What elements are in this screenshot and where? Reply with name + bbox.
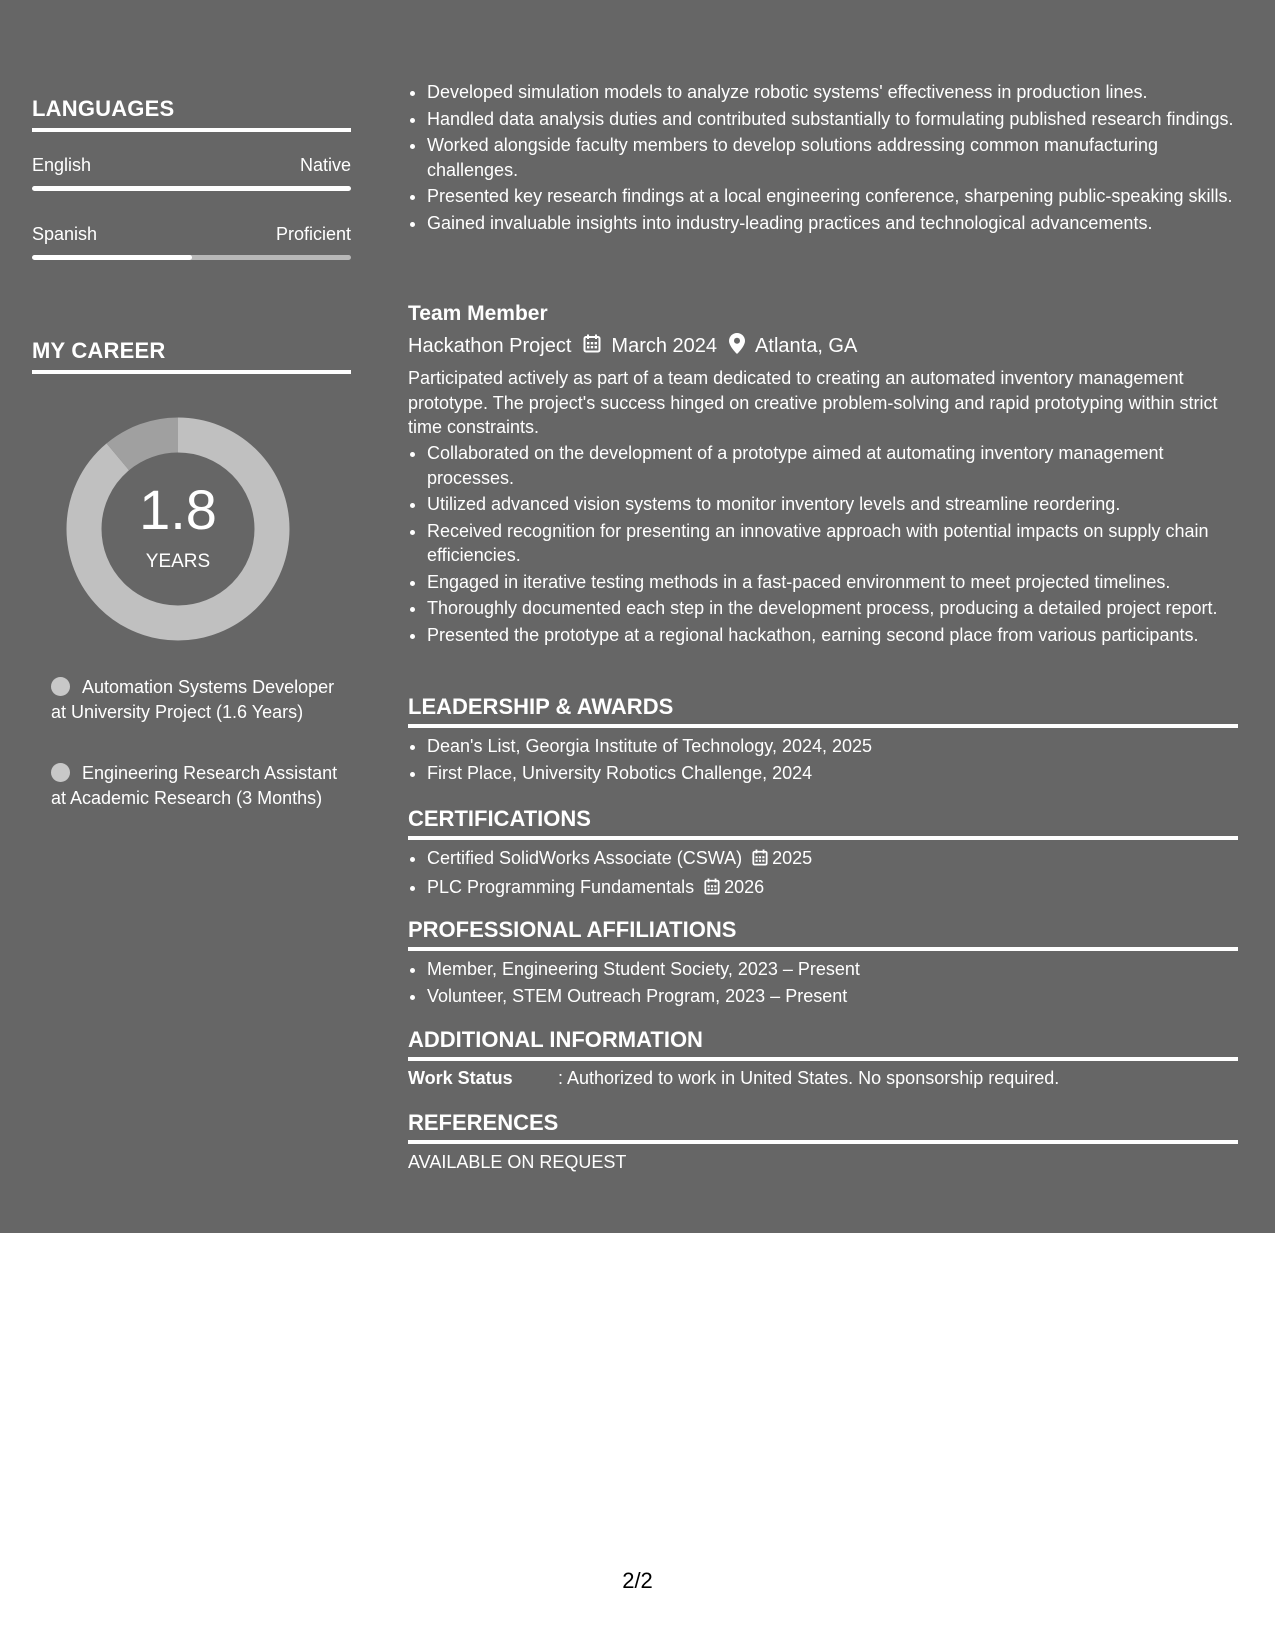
list-item: • Utilized advanced vision systems to monitor inventory levels and streamline reordering.	[427, 492, 1238, 517]
list-item: • First Place, University Robotics Challenge, 2024	[427, 761, 1238, 786]
references-heading: REFERENCES	[408, 1110, 1238, 1144]
language-level: Native	[299, 155, 351, 175]
certification-name: PLC Programming Fundamentals	[427, 876, 695, 897]
certifications-list	[408, 846, 1238, 901]
references-text: AVAILABLE ON REQUEST	[408, 1152, 627, 1172]
language-name: English	[32, 155, 92, 175]
leadership-list	[408, 734, 1238, 785]
work-status-label: Work Status	[408, 1068, 513, 1088]
language-level-bar	[32, 186, 351, 191]
job-meta	[408, 333, 857, 360]
calendar-icon	[583, 334, 601, 359]
list-item: • Volunteer, STEM Outreach Program, 2023 – Present	[427, 984, 1238, 1009]
additional-info-heading: ADDITIONAL INFORMATION	[408, 1027, 1238, 1061]
certifications-heading: CERTIFICATIONS	[408, 806, 1238, 840]
page-number: 2/2	[622, 1568, 653, 1593]
career-legend-item	[51, 761, 341, 811]
career-donut-chart	[66, 417, 290, 641]
career-heading: MY CAREER	[32, 338, 351, 374]
language-level-bar	[32, 255, 351, 260]
list-item: • Presented the prototype at a regional hackathon, earning second place from various participants.	[427, 623, 1238, 648]
list-item	[427, 875, 1238, 902]
job-bullets	[408, 441, 1238, 647]
work-status-row	[408, 1068, 1059, 1089]
leadership-heading: LEADERSHIP & AWARDS	[408, 694, 1238, 728]
legend-dot-icon	[51, 677, 70, 696]
previous-experience-bullets	[408, 80, 1238, 235]
career-total-unit: YEARS	[145, 551, 211, 572]
career-total-value: 1.8	[139, 478, 217, 541]
career-legend-text: Automation Systems Developer at University Project (1.6 Years)	[51, 677, 335, 722]
previous-experience-bullets-block	[408, 80, 1238, 237]
certification-year: 2026	[724, 876, 765, 897]
calendar-icon	[752, 848, 768, 873]
job-description: Participated actively as part of a team dedicated to creating an automated inventory management prototype. The project's success hinged on creative problem-solving and rapid prototyping within strict time constraints.	[408, 368, 1218, 437]
languages-heading: LANGUAGES	[32, 96, 351, 132]
list-item: • Handled data analysis duties and contributed substantially to formulating published research findings.	[427, 107, 1238, 132]
certifications-list-block	[408, 846, 1238, 903]
job-bullets-block	[408, 441, 1238, 649]
list-item: • Worked alongside faculty members to develop solutions addressing common manufacturing challenges.	[427, 133, 1238, 182]
career-legend-text: Engineering Research Assistant at Academic Research (3 Months)	[51, 763, 338, 808]
job-organization: Hackathon Project	[408, 335, 572, 357]
job-date: March 2024	[611, 335, 718, 357]
certification-name: Certified SolidWorks Associate (CSWA)	[427, 848, 743, 868]
job-title: Team Member	[408, 302, 548, 325]
list-item: • Received recognition for presenting an innovative approach with potential impacts on supply chain efficiencies.	[427, 519, 1238, 568]
leadership-list-block	[408, 734, 1238, 787]
language-name: Spanish	[32, 224, 98, 244]
list-item: • Presented key research findings at a local engineering conference, sharpening public-speaking skills.	[427, 184, 1238, 209]
list-item: • Gained invaluable insights into industry-leading practices and technological advancements.	[427, 211, 1238, 236]
list-item: • Collaborated on the development of a prototype aimed at automating inventory management processes.	[427, 441, 1238, 490]
language-level: Proficient	[275, 224, 351, 244]
list-item: • Engaged in iterative testing methods in a fast-paced environment to meet projected timelines.	[427, 570, 1238, 595]
career-legend-item	[51, 675, 341, 725]
list-item: • Thoroughly documented each step in the development process, producing a detailed project report.	[427, 596, 1238, 621]
legend-dot-icon	[51, 763, 70, 782]
affiliations-heading: PROFESSIONAL AFFILIATIONS	[408, 917, 1238, 951]
list-item: • Developed simulation models to analyze robotic systems' effectiveness in production lines.	[427, 80, 1238, 105]
language-level-fill	[32, 186, 351, 191]
affiliations-list	[408, 957, 1238, 1008]
work-status-value: : Authorized to work in United States. No sponsorship required.	[558, 1068, 1060, 1088]
list-item	[427, 846, 1238, 873]
language-level-fill	[32, 255, 192, 260]
list-item: • Dean's List, Georgia Institute of Technology, 2024, 2025	[427, 734, 1238, 759]
location-pin-icon	[729, 333, 745, 360]
affiliations-list-block	[408, 957, 1238, 1010]
job-location: Atlanta, GA	[755, 335, 858, 357]
certification-year: 2025	[772, 848, 813, 868]
list-item: • Member, Engineering Student Society, 2023 – Present	[427, 957, 1238, 982]
calendar-icon	[704, 877, 720, 902]
